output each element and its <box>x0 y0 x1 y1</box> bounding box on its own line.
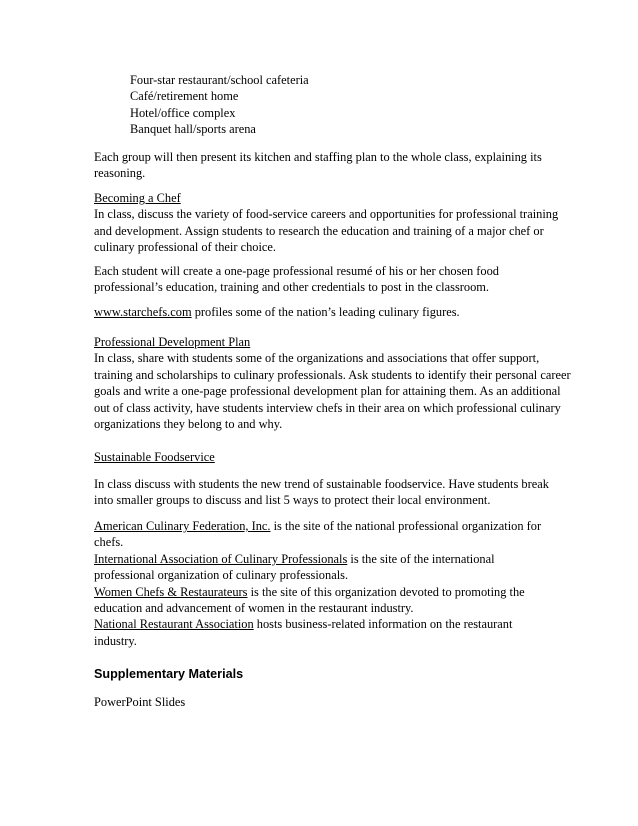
org-link[interactable]: American Culinary Federation, Inc. <box>94 519 271 533</box>
starchefs-paragraph <box>94 304 564 320</box>
org-text: is the site of the national professional organization for chefs. <box>94 519 542 550</box>
venue-list <box>130 72 309 138</box>
list-item: Four-star restaurant/school cafeteria <box>130 73 309 87</box>
list-item: Café/retirement home <box>130 89 239 104</box>
starchefs-text: profiles some of the nation’s leading culinary figures. <box>191 305 460 319</box>
organizations-list <box>94 518 556 649</box>
org-entry <box>94 518 556 551</box>
org-link[interactable]: National Restaurant Association <box>94 617 254 632</box>
org-text: hosts business-related information on the restaurant industry. <box>94 617 513 648</box>
section-body: In class, discuss the variety of food-service careers and opportunities for professional training and development. Assign students to research the education and training of a major chef or culinary professional of their choice. <box>94 207 559 255</box>
sustainable-body-block <box>94 476 564 509</box>
list-item: Hotel/office complex <box>130 105 236 120</box>
section-heading: Sustainable Foodservice <box>94 450 215 464</box>
org-link[interactable]: International Association of Culinary Professionals <box>94 551 348 566</box>
section-body: In class, share with students some of the organizations and associations that offer support, training and scholarships to culinary professionals. Ask students to identify their personal career goals and write a one-page professional development plan for attaining them. As an additional out of class activity, have students interview chefs in their area on which professional culinary organizations they belong to and why. <box>94 351 571 432</box>
org-entry <box>94 616 556 649</box>
development-plan-section <box>94 334 572 432</box>
section-heading: Becoming a Chef <box>94 191 181 205</box>
org-text: is the site of the international professional organization of culinary professionals. <box>94 551 495 583</box>
supplementary-heading-block <box>94 666 564 682</box>
sustainable-heading-block <box>94 449 564 465</box>
org-text: is the site of this organization devoted to promoting the education and advancement of women in the restaurant industry. <box>94 584 525 616</box>
resume-paragraph: Each student will create a one-page professional resumé of his or her chosen food professional’s education, training and other credentials to post in the classroom. <box>94 264 499 295</box>
becoming-chef-section <box>94 190 564 256</box>
section-heading: Professional Development Plan <box>94 335 251 349</box>
list-item: Banquet hall/sports arena <box>130 122 256 137</box>
starchefs-link[interactable]: www.starchefs.com <box>94 305 192 319</box>
supplementary-item: PowerPoint Slides <box>94 695 186 709</box>
org-entry <box>94 584 556 617</box>
org-entry <box>94 551 556 584</box>
supplementary-item-block <box>94 694 564 710</box>
section-body: In class discuss with students the new trend of sustainable foodservice. Have students break into smaller groups to discuss and list 5 ways to protect their local environment. <box>94 477 549 508</box>
org-link[interactable]: Women Chefs & Restaurateurs <box>94 584 248 599</box>
supplementary-heading: Supplementary Materials <box>94 667 244 681</box>
group-present-paragraph: Each group will then present its kitchen and staffing plan to the whole class, explaining its reasoning. <box>94 150 542 181</box>
